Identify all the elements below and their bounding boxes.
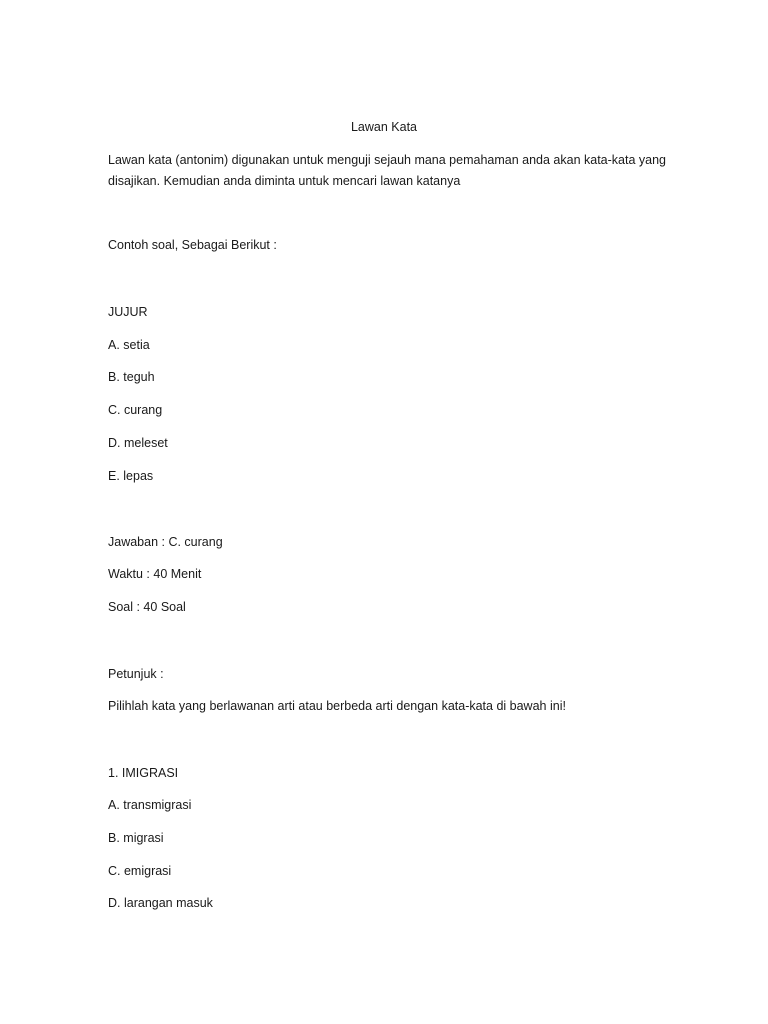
example-option: D. meleset [108,436,168,450]
intro-paragraph: Lawan kata (antonim) digunakan untuk menguji sejauh mana pemahaman anda akan kata-kata yang disajikan. Kemudian anda diminta untuk mencari lawan katanya [108,153,667,188]
page-title: Lawan Kata [350,120,418,134]
time-text: Waktu : 40 Menit [108,567,202,581]
example-heading: Contoh soal, Sebagai Berikut : [108,238,277,252]
instructions-heading: Petunjuk : [108,667,164,681]
question-option: A. transmigrasi [108,798,192,812]
questions-count-text: Soal : 40 Soal [108,600,186,614]
instructions-text: Pilihlah kata yang berlawanan arti atau berbeda arti dengan kata-kata di bawah ini! [108,699,566,713]
example-option: B. teguh [108,370,155,384]
example-option: A. setia [108,338,150,352]
question-word: 1. IMIGRASI [108,766,179,780]
question-option: B. migrasi [108,831,164,845]
question-option: D. larangan masuk [108,896,213,910]
answer-text: Jawaban : C. curang [108,535,223,549]
example-word: JUJUR [108,305,148,319]
question-option: C. emigrasi [108,864,172,878]
example-option: C. curang [108,403,163,417]
example-option: E. lepas [108,469,154,483]
